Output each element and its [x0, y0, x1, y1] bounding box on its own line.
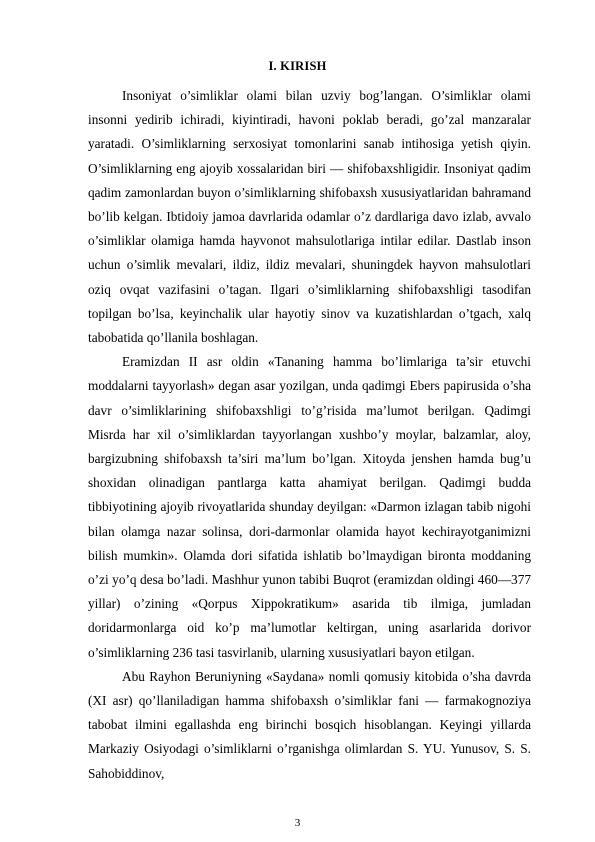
body-text: [88, 84, 531, 786]
paragraph: Eramizdan II asr oldin «Tananing hamma bo’limlariga ta’sir etuvchi moddalarni tayyorlash» degan asar yozilgan, unda qadimgi Ebers papirusida o’sha davr o’simliklarining shifobaxshligi to’g’risida ma’lumot berilgan. Qadimgi Misrda har xil o’simliklardan tayyorlangan xushbo’y moylar, balzamlar, aloy, bargizubning shifobaxsh ta’siri ma’lum bo’lgan. Xitoyda jenshen hamda bug’u shoxidan olinadigan pantlarga katta ahamiyat berilgan. Qadimgi budda tibbiyotining ajoyib rivoyatlarida shunday deyilgan: «Darmon izlagan tabib nigohi bilan olamga nazar solinsa, dori-darmonlar olamida hayot kechirayotganimizni bilish mumkin». Olamda dori sifatida ishlatib bo’lmaydigan bironta moddaning o’zi yo’q desa bo’ladi. Mashhur yunon tabibi Buqrot (eramizdan oldingi 460—377 yillar) o’zining «Qorpus Xippokratikum» asarida tib ilmiga, jumladan doridarmonlarga oid ko’p ma’lumotlar keltirgan, uning asarlarida dorivor o’simliklarning 236 tasi tasvirlanib, ularning xususiyatlari bayon etilgan.: [88, 354, 531, 660]
paragraph: Insoniyat o’simliklar olami bilan uzviy bog’langan. O’simliklar olami insonni yedirib ichiradi, kiyintiradi, havoni poklab beradi, go’zal manzaralar yaratadi. O’simliklarning serxosiyat tomonlarini sanab intihosiga yetish qiyin. O’simliklarning eng ajoyib xossalaridan biri — shifobaxshligidir. Insoniyat qadim qadim zamonlardan buyon o’simliklarning shifobaxsh xususiyatlaridan bahramand bo’lib kelgan. Ibtidoiy jamoa davrlarida odamlar o’z dardlariga davo izlab, avvalo o’simliklar olamiga hamda hayvonot mahsulotlariga intilar edilar. Dastlab inson uchun o’simlik mevalari, ildiz, ildiz mevalari, shuningdek hayvon mahsulotlari oziq ovqat vazifasini o’tagan. Ilgari o’simliklarning shifobaxshligi tasodifan topilgan bo’lsa, keyinchalik ular hayotiy sinov va kuzatishlardan o’tgach, xalq tabobatida qo’llanila boshlagan.: [88, 88, 531, 346]
page-number: 3: [294, 817, 301, 829]
section-heading: I. KIRISH: [268, 59, 327, 73]
paragraph: Abu Rayhon Beruniyning «Saydana» nomli qomusiy kitobida o’sha davrda (XI asr) qo’llaniladigan hamma shifobaxsh o’simliklar fani — farmakognoziya tabobat ilmini egallashda eng birinchi bosqich hisoblangan. Keyingi yillarda Markaziy Osiyodagi o’simliklarni o’rganishga olimlardan S. YU. Yunusov, S. S. Sahobiddinov,: [88, 668, 531, 781]
